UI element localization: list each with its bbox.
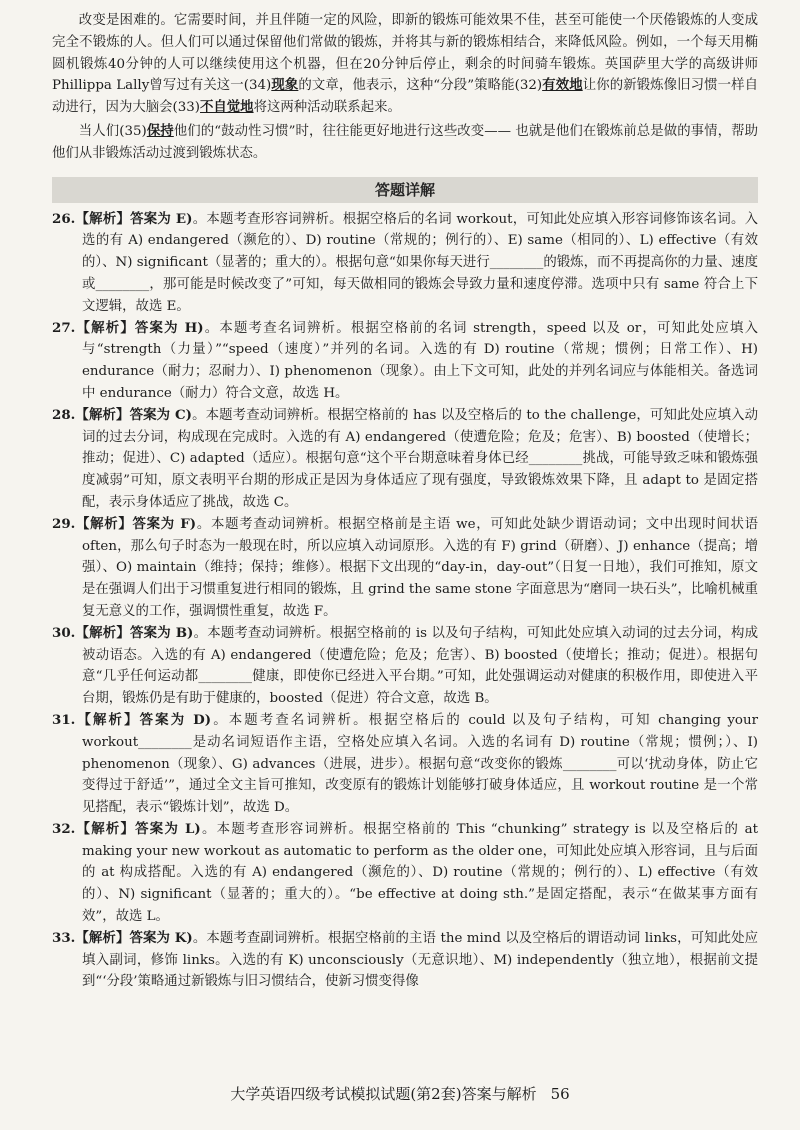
answer-num: 28. <box>52 406 76 423</box>
section-title: 答题详解 <box>52 177 758 203</box>
answer-item <box>52 405 758 514</box>
answer-word-33: 不自觉地 <box>200 99 254 116</box>
page-footer <box>0 1083 800 1104</box>
answer-key: 答案为 D) <box>139 711 212 728</box>
answer-tag: 【解析】 <box>75 210 131 227</box>
answer-tag: 【解析】 <box>75 820 136 837</box>
answer-tag: 【解析】 <box>75 711 140 728</box>
answer-tag: 【解析】 <box>75 319 135 336</box>
answer-word-35: 保持 <box>146 122 174 139</box>
answer-item <box>52 819 758 928</box>
answer-num: 33. <box>52 929 76 946</box>
answer-item <box>52 318 758 405</box>
answer-tag: 【解析】 <box>75 406 130 423</box>
answer-word-34: 现象 <box>271 77 299 94</box>
answer-item <box>52 623 758 710</box>
answer-num: 31. <box>52 711 76 728</box>
page-number: 56 <box>550 1085 570 1103</box>
answer-text: 。本题考查动词辨析。根据空格前的 is 以及句子结构，可知此处应填入动词的过去分词，构成被动语态。入选的有 A) endangered（使遭危险；危及；危害）、B) boosted（使增长；推动；促进）。根据句意“几乎任何运动都________健康，即使你已经进入平台期。”可知，此处强调运动对健康的积极作用，即使进入平台期，锻炼仍是有助于健康的，boosted（促进）符合文意，故选 B。 <box>82 625 759 707</box>
answer-num: 26. <box>52 210 76 227</box>
answer-key: 答案为 H) <box>134 319 204 336</box>
answer-text: 。本题考查形容词辨析。根据空格前的 This “chunking” strategy is 以及空格后的 at making your new workout as automatic to perform as the older one，可知此处应填入形容词，且与后面的 at 构成搭配。入选的有 A) endangered（濒危的）、D) routine（常规的；例行的）、L) effective（有效的）、N) significant（显著的；重大的）。“be effective at doing sth.”是固定搭配，表示“在做某事方面有效”，故选 L。 <box>82 821 758 925</box>
answer-key: 答案为 B) <box>129 624 194 641</box>
answer-item <box>52 209 758 318</box>
intro-paragraph-1: 改变是困难的。它需要时间，并且伴随一定的风险，即新的锻炼可能效果不佳，甚至可能使一个厌倦锻炼的人变成完全不锻炼的人。但人们可以通过保留他们常做的锻炼，并将其与新的锻炼相结合，来降低风险。例如，一个每天用椭圆机锻炼40分钟的人可以继续使用这个机器，但在20分钟后停止，剩余的时间骑车锻炼。英国萨里大学的高级讲师Phillippa Lally曾写过有关这一(34)现象的文章，他表示，这种“分段”策略能(32)有效地让你的新锻炼像旧习惯一样自动进行，因为大脑会(33)不自觉地将这两种活动联系起来。 <box>52 13 759 116</box>
intro-paragraph-2: 当人们(35)保持他们的“鼓动性习惯”时，往往能更好地进行这些改变—— 也就是他们在锻炼前总是做的事情，帮助他们从非锻炼活动过渡到锻炼状态。 <box>52 122 758 161</box>
answer-text: 。本题考查动词辨析。根据空格前是主语 we，可知此处缺少谓语动词；文中出现时间状语 often，那么句子时态为一般现在时，所以应填入动词原形。入选的有 F) grind（研磨）、J) enhance（提高；增强）、O) maintain（维持；保持；维修）。根据下文出现的“day-in，day-out”（日复一日地），我们可推知，原文是在强调人们出于习惯重复进行相同的锻炼，且 grind the same stone 字面意思为“磨同一块石头”，比喻机械重复无意义的工作，强调惯性重复，故选 F。 <box>82 516 759 619</box>
answer-word-32: 有效地 <box>542 77 583 94</box>
answer-key: 答案为 L) <box>135 820 201 837</box>
footer-title: 大学英语四级考试模拟试题(第2套)答案与解析 <box>230 1085 537 1103</box>
page-content <box>52 10 758 993</box>
answer-key: 答案为 K) <box>129 929 193 946</box>
answer-text: 。本题考查形容词辨析。根据空格后的名词 workout，可知此处应填入形容词修饰该名词。入选的有 A) endangered（濒危的）、D) routine（常规的；例行的）、E) same（相同的）、L) effective（有效的）、N) significant（显著的；重大的）。根据句意“如果你每天进行________的锻炼，而不再提高你的力量、速度或________，那可能是时候改变了”可知，每天做相同的锻炼会导致力量和速度停滞。选项中只有 same 符合上下文逻辑，故选 E。 <box>82 211 758 314</box>
answer-tag: 【解析】 <box>75 624 130 641</box>
answer-key: 答案为 E) <box>130 210 193 227</box>
answer-tag: 【解析】 <box>75 929 130 946</box>
answer-item <box>52 928 758 993</box>
answer-item <box>52 710 758 819</box>
answer-text: 。本题考查名词辨析。根据空格后的 could 以及句子结构，可知 changing your workout________是动名词短语作主语，空格处应填入名词。入选的名词有 D) routine（常规；惯例；）、I) phenomenon（现象）、G) advances（进展，进步）。根据句意“改变你的锻炼________可以‘扰动身体，防止它变得过于舒适’”，通过全文主旨可推知，改变原有的锻炼计划能够打破身体适应，且 workout routine 是一个常见搭配，表示“锻炼计划”，故选 D。 <box>82 712 758 816</box>
answer-num: 27. <box>52 319 76 336</box>
answer-text: 。本题考查动词辨析。根据空格前的 has 以及空格后的 to the challenge，可知此处应填入动词的过去分词，构成现在完成时。入选的有 A) endangered（使遭危险；危及；危害）、B) boosted（使增长；推动；促进）、C) adapted（适应）。根据句意“这个平台期意味着身体已经________挑战，可能导致乏味和锻炼强度减弱”可知，原文表明平台期的形成正是因为身体适应了现有强度，导致锻炼效果下降，且 adapt to 是固定搭配，表示身体适应了挑战，故选 C。 <box>82 407 759 510</box>
answer-text: 。本题考查名词辨析。根据空格前的名词 strength，speed 以及 or，可知此处应填入与“strength（力量）”“speed（速度）”并列的名词。入选的有 D) routine（常规；惯例；日常工作）、H) endurance（耐力；忍耐力）、I) phenomenon（现象）。由上下文可知，此处的并列名词应与体能相关。备选词中 endurance（耐力）符合文意，故选 H。 <box>82 320 758 401</box>
answer-text: 。本题考查副词辨析。根据空格前的主语 the mind 以及空格后的谓语动词 links，可知此处应填入副词，修饰 links。入选的有 K) unconsciously（无意识地）、M) independently（独立地），根据前文提到“‘分段’策略通过新锻炼与旧习惯结合，使新习惯变得像 <box>82 930 759 990</box>
answer-num: 32. <box>52 820 76 837</box>
answer-list <box>52 209 758 994</box>
answer-tag: 【解析】 <box>75 515 133 532</box>
answer-item <box>52 514 758 623</box>
answer-num: 30. <box>52 624 76 641</box>
answer-key: 答案为 C) <box>129 406 192 423</box>
answer-key: 答案为 F) <box>132 515 197 532</box>
answer-num: 29. <box>52 515 76 532</box>
